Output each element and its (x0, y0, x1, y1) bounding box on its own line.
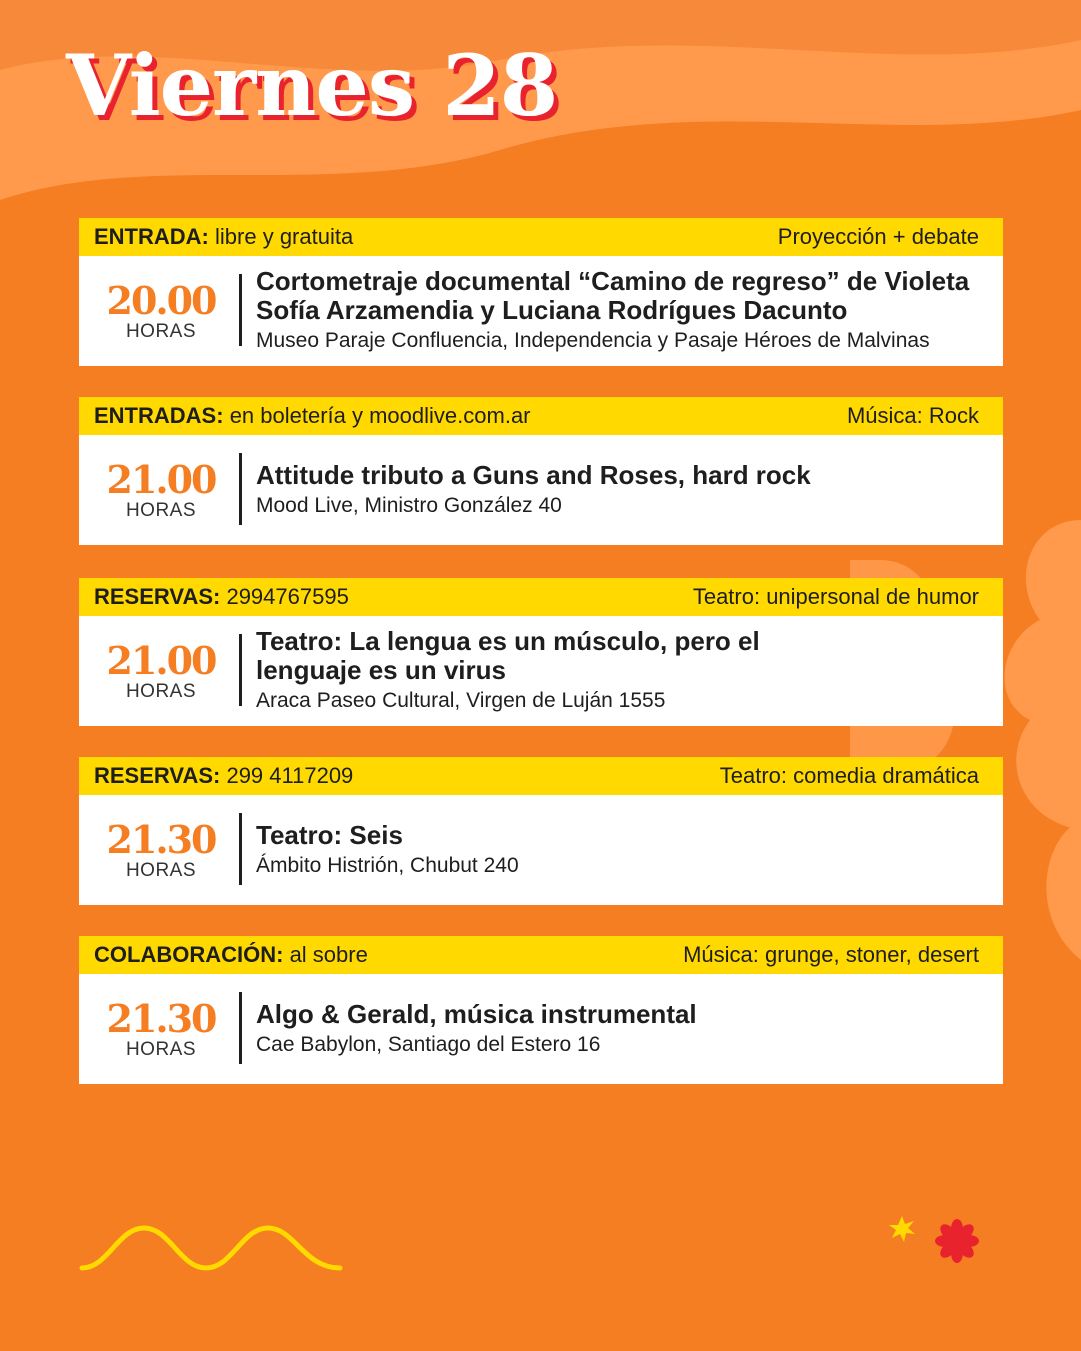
entry-value: 299 4117209 (226, 763, 354, 788)
event-card-header (79, 578, 1003, 616)
event-card-header (79, 397, 1003, 435)
event-card (79, 397, 1003, 545)
entry-value: al sobre (289, 942, 368, 967)
divider (239, 992, 242, 1064)
event-venue: Cae Babylon, Santiago del Estero 16 (256, 1032, 601, 1056)
event-time (79, 616, 243, 726)
divider (239, 813, 242, 885)
event-venue: Araca Paseo Cultural, Virgen de Luján 1555 (256, 689, 666, 712)
divider (239, 634, 242, 706)
event-venue: Museo Paraje Confluencia, Independencia y Pasaje Héroes de Malvinas (256, 329, 930, 352)
event-card (79, 936, 1003, 1084)
page-title: Viernes 28 (66, 36, 558, 135)
entry-value: libre y gratuita (215, 224, 354, 249)
entry-value: 2994767595 (226, 584, 349, 609)
divider (239, 453, 242, 525)
event-info (256, 616, 995, 726)
entry-info (94, 224, 353, 250)
entry-info (94, 942, 368, 968)
time-value: 21.00 (106, 637, 216, 683)
event-card-body (79, 616, 1003, 726)
time-value: 21.30 (106, 995, 216, 1041)
entry-label: ENTRADA: (94, 224, 209, 249)
time-unit: HORAS (125, 680, 197, 702)
entry-label: COLABORACIÓN: (94, 942, 284, 967)
event-card-body (79, 256, 1003, 366)
wave-squiggle-icon (78, 1222, 344, 1276)
event-time (79, 256, 243, 366)
event-time (79, 974, 243, 1084)
event-category: Teatro: unipersonal de humor (692, 584, 979, 609)
event-time (79, 435, 243, 545)
time-value: 20.00 (106, 277, 216, 323)
time-unit: HORAS (125, 1038, 197, 1060)
sparkle-icon (888, 1215, 916, 1243)
time-unit: HORAS (125, 499, 197, 521)
event-info (256, 795, 995, 905)
event-time (79, 795, 243, 905)
entry-label: RESERVAS: (94, 584, 221, 609)
entry-value: en boletería y moodlive.com.ar (229, 403, 531, 428)
divider (239, 274, 242, 346)
event-title: Cortometraje documental “Camino de regreso” de Violeta Sofía Arzamendia y Luciana Rodrígues Dacunto (256, 266, 970, 325)
event-venue: Mood Live, Ministro González 40 (256, 493, 562, 517)
event-card (79, 218, 1003, 366)
event-info (256, 256, 995, 366)
event-card (79, 578, 1003, 726)
time-value: 21.30 (106, 816, 216, 862)
event-category: Música: Rock (846, 403, 979, 428)
time-value: 21.00 (106, 456, 216, 502)
entry-info (94, 584, 349, 610)
event-info (256, 974, 995, 1084)
event-info (256, 435, 995, 545)
time-unit: HORAS (125, 859, 197, 881)
event-category: Teatro: comedia dramática (719, 763, 979, 788)
event-card-header (79, 936, 1003, 974)
event-card-body (79, 974, 1003, 1084)
flower-icon (934, 1218, 980, 1264)
event-title: Attitude tributo a Guns and Roses, hard rock (256, 459, 811, 490)
event-card-body (79, 795, 1003, 905)
event-category: Proyección + debate (777, 224, 979, 249)
event-card (79, 757, 1003, 905)
entry-info (94, 763, 353, 789)
entry-info (94, 403, 531, 429)
event-card-body (79, 435, 1003, 545)
event-title: Algo & Gerald, música instrumental (256, 998, 697, 1029)
entry-label: RESERVAS: (94, 763, 221, 788)
entry-label: ENTRADAS: (94, 403, 224, 428)
event-card-header (79, 218, 1003, 256)
time-unit: HORAS (125, 320, 197, 342)
event-venue: Ámbito Histrión, Chubut 240 (256, 853, 519, 877)
event-title: Teatro: La lengua es un músculo, pero el lenguaje es un virus (256, 626, 760, 685)
event-title: Teatro: Seis (256, 819, 403, 850)
event-card-header (79, 757, 1003, 795)
event-category: Música: grunge, stoner, desert (683, 942, 979, 967)
